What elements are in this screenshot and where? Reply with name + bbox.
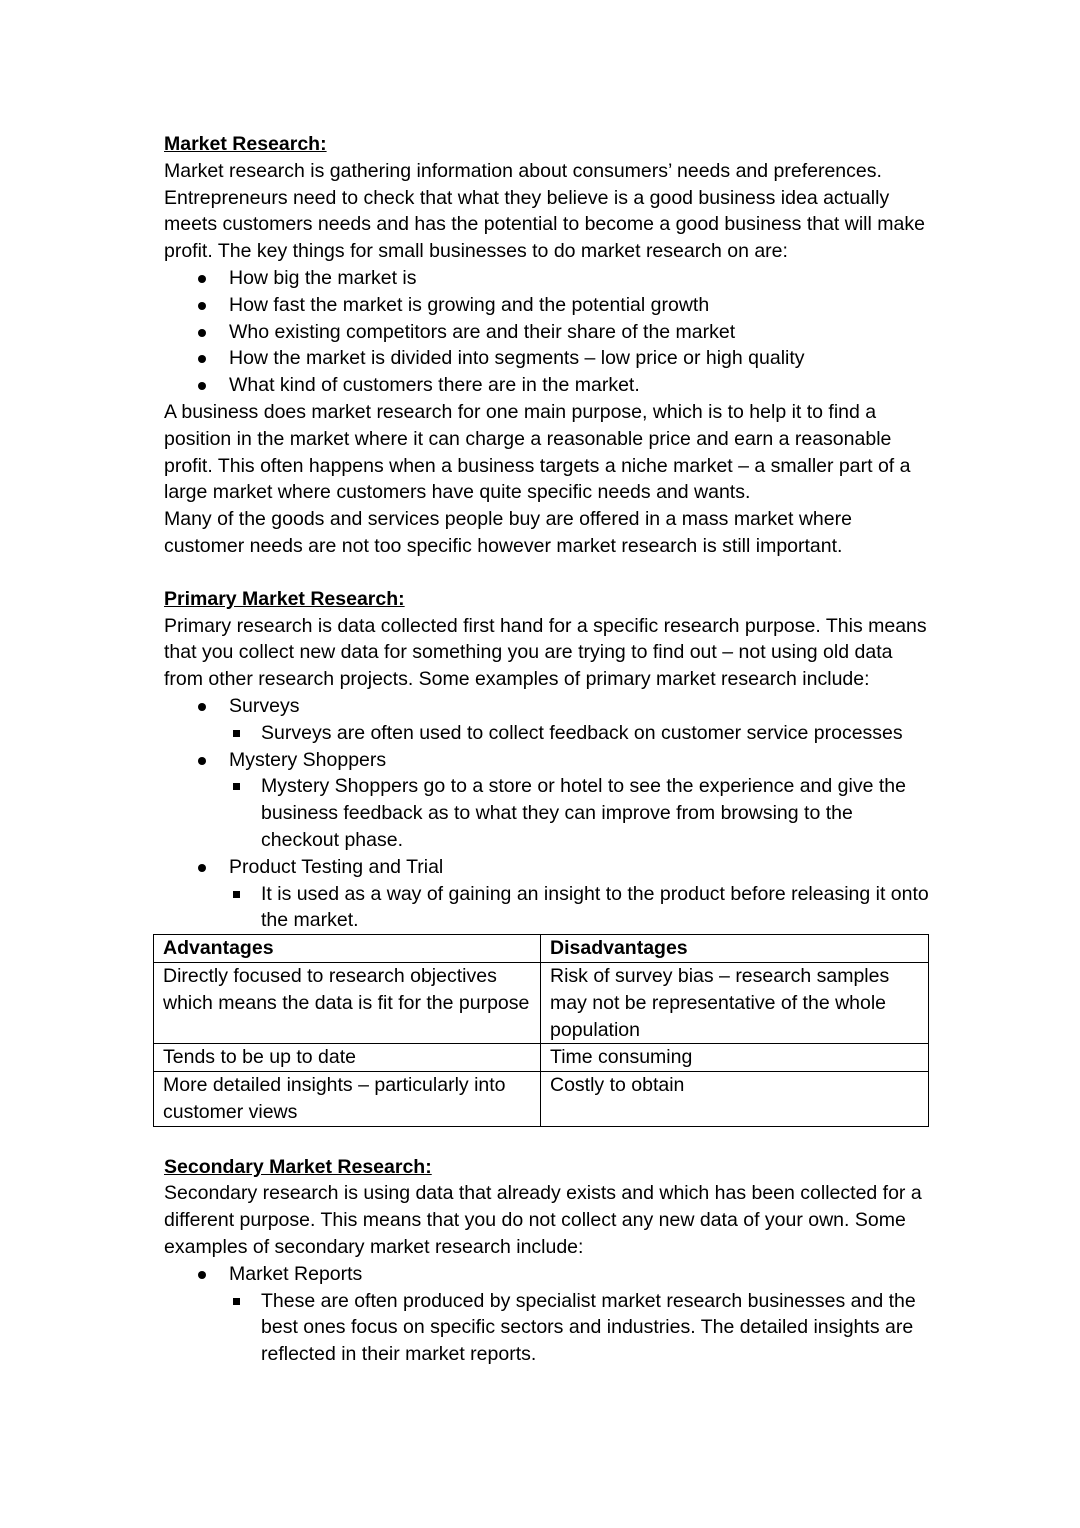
list-item xyxy=(164,854,934,934)
bullet-icon xyxy=(198,864,206,872)
table-header-disadvantages: Disadvantages xyxy=(541,935,929,963)
bullet-text: How the market is divided into segments – low price or high quality xyxy=(229,347,805,370)
list-item xyxy=(164,319,934,346)
bullet-icon xyxy=(198,382,206,390)
sub-list-item xyxy=(229,1288,934,1368)
list-item xyxy=(164,693,934,747)
sub-list xyxy=(229,881,934,935)
bullet-icon xyxy=(198,355,206,363)
primary-research-list xyxy=(164,693,934,934)
bullet-icon xyxy=(198,1271,206,1279)
table-cell: Risk of survey bias – research samples may not be representative of the whole population xyxy=(541,962,929,1043)
table-cell: Tends to be up to date xyxy=(154,1044,541,1072)
square-bullet-icon xyxy=(233,891,240,898)
table-cell: Costly to obtain xyxy=(541,1072,929,1127)
square-bullet-icon xyxy=(233,1298,240,1305)
sub-list-text: Surveys are often used to collect feedback on customer service processes xyxy=(261,721,903,744)
table-row xyxy=(154,1044,929,1072)
sub-list-text: Mystery Shoppers go to a store or hotel to see the experience and give the business feedback as to what they can improve from browsing to the checkout phase. xyxy=(261,775,906,851)
list-item-label: Market Reports xyxy=(229,1262,363,1285)
market-research-paragraph-2: A business does market research for one main purpose, which is to help it to find a position in the market where it can charge a reasonable price and earn a reasonable profit. This often happens when a business targets a niche market – a smaller part of a large market where customers have quite specific needs and wants. xyxy=(164,400,911,504)
secondary-research-list xyxy=(164,1261,934,1368)
sub-list-text: It is used as a way of gaining an insight to the product before releasing it onto the market. xyxy=(261,882,929,932)
primary-research-heading: Primary Market Research: xyxy=(164,587,405,610)
spacer xyxy=(164,560,934,586)
sub-list xyxy=(229,720,934,747)
bullet-icon xyxy=(198,329,206,337)
advantages-disadvantages-table xyxy=(153,934,929,1127)
market-research-bullets xyxy=(164,265,934,399)
table-row xyxy=(154,962,929,1043)
table-header-row xyxy=(154,935,929,963)
bullet-text: Who existing competitors are and their share of the market xyxy=(229,320,736,343)
spacer xyxy=(164,1127,934,1154)
secondary-research-heading: Secondary Market Research: xyxy=(164,1155,432,1178)
sub-list-item xyxy=(229,720,934,747)
square-bullet-icon xyxy=(233,730,240,737)
sub-list xyxy=(229,773,934,853)
list-item xyxy=(164,292,934,319)
table-cell: Directly focused to research objectives which means the data is fit for the purpose xyxy=(154,962,541,1043)
list-item xyxy=(164,265,934,292)
list-item xyxy=(164,345,934,372)
bullet-text: How big the market is xyxy=(229,266,417,289)
list-item-label: Product Testing and Trial xyxy=(229,855,444,878)
sub-list-item xyxy=(229,881,934,935)
table-cell: More detailed insights – particularly into customer views xyxy=(154,1072,541,1127)
bullet-icon xyxy=(198,302,206,310)
bullet-icon xyxy=(198,703,206,711)
sub-list-item xyxy=(229,773,934,853)
list-item xyxy=(164,1261,934,1368)
table-row xyxy=(154,1072,929,1127)
market-research-intro: Market research is gathering information about consumers’ needs and preferences. Entrepreneurs need to check that what they believe is a good business idea actually meets customers needs and has the potential to become a good business that will make profit. The key things for small businesses to do market research on are: xyxy=(164,159,925,263)
market-research-paragraph-3: Many of the goods and services people buy are offered in a mass market where customer needs are not too specific however market research is still important. xyxy=(164,508,852,557)
bullet-icon xyxy=(198,275,206,283)
secondary-research-intro: Secondary research is using data that already exists and which has been collected for a different purpose. This means that you do not collect any new data of your own. Some examples of secondary market research include: xyxy=(164,1182,922,1259)
sub-list xyxy=(229,1288,934,1368)
table-header-advantages: Advantages xyxy=(154,935,541,963)
square-bullet-icon xyxy=(233,783,240,790)
primary-research-intro: Primary research is data collected first hand for a specific research purpose. This means that you collect new data for something you are trying to find out – not using old data from other research projects. Some examples of primary market research include: xyxy=(164,614,927,691)
table-cell: Time consuming xyxy=(541,1044,929,1072)
bullet-icon xyxy=(198,757,206,765)
list-item xyxy=(164,747,934,854)
market-research-heading: Market Research: xyxy=(164,133,327,155)
list-item xyxy=(164,372,934,399)
bullet-text: How fast the market is growing and the potential growth xyxy=(229,293,710,316)
list-item-label: Surveys xyxy=(229,694,300,717)
list-item-label: Mystery Shoppers xyxy=(229,748,387,771)
sub-list-text: These are often produced by specialist market research businesses and the best ones focus on specific sectors and industries. The detailed insights are reflected in their market reports. xyxy=(261,1289,916,1366)
bullet-text: What kind of customers there are in the market. xyxy=(229,374,640,397)
document-content xyxy=(164,131,934,1368)
